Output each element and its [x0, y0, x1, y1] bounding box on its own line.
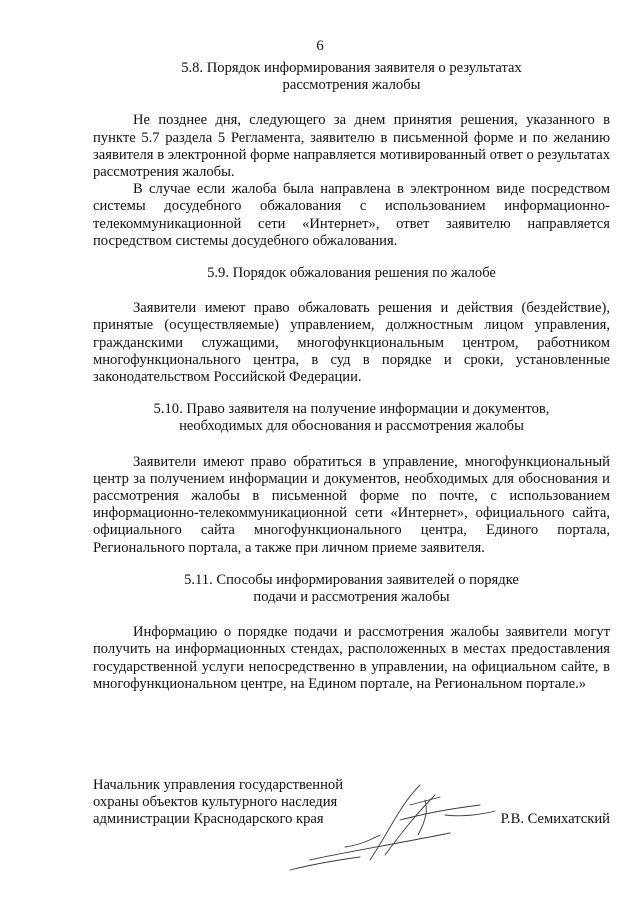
section-5-9 — [93, 265, 610, 386]
section-heading — [93, 265, 610, 282]
paragraph: Заявители имеют право обжаловать решения и действия (бездействие), принятые (осуществляемые) управлением, должностным лицом управления, гражданскими служащими, многофункциональным центром, работником многофункционального центра, в суд в порядке и сроки, установленные законодательством Российской Федерации. — [93, 300, 610, 386]
paragraph: Информацию о порядке подачи и рассмотрения жалобы заявители могут получить на информационных стендах, расположенных в местах предоставления государственной услуги непосредственно в управлении, на официальном сайте, в многофункциональном центре, на Едином портале, на Региональном портале.» — [93, 624, 610, 692]
position-line: Начальник управления государственной — [93, 777, 344, 793]
heading-line: подачи и рассмотрения жалобы — [253, 589, 450, 606]
paragraph: Заявители имеют право обратиться в управление, многофункциональный центр за получением информации и документов, необходимых для обоснования и рассмотрения жалобы в письменной форме по почте, с использованием информационно-телекоммуникационной сети «Интернет», официального сайта, официального сайта многофункционального центра, Единого портала, Регионального портала, а также при личном приеме заявителя. — [93, 453, 610, 556]
heading-line: 5.10. Право заявителя на получение информации и документов, — [153, 401, 550, 418]
heading-line: 5.9. Порядок обжалования решения по жалобе — [207, 265, 496, 282]
document-body — [93, 60, 610, 693]
heading-line: 5.11. Способы информирования заявителей о порядке — [184, 571, 519, 588]
heading-line: необходимых для обоснования и рассмотрения жалобы — [179, 418, 524, 435]
heading-line: 5.8. Порядок информирования заявителя о результатах — [181, 60, 522, 76]
page-number: 6 — [316, 38, 324, 54]
handwritten-signature — [250, 775, 500, 875]
paragraph: В случае если жалоба была направлена в электронном виде посредством системы досудебного обжалования с использованием информационно-телекоммуникационной сети «Интернет», ответ заявителю направляется посредством системы досудебного обжалования. — [93, 181, 610, 249]
section-heading — [93, 572, 610, 606]
section-heading — [93, 401, 610, 435]
signatory-name: Р.В. Семихатский — [500, 811, 610, 828]
section-heading — [93, 60, 610, 94]
position-line: охраны объектов культурного наследия — [93, 794, 338, 811]
section-5-10 — [93, 401, 610, 557]
position-line: администрации Краснодарского края — [93, 811, 324, 828]
section-5-8 — [93, 60, 610, 250]
paragraph: Не позднее дня, следующего за днем принятия решения, указанного в пункте 5.7 раздела 5 Регламента, заявителю в письменной форме и по желанию заявителя в электронной форме направляется мотивированный ответ о результатах рассмотрения жалобы. — [93, 112, 610, 181]
heading-line: рассмотрения жалобы — [282, 77, 421, 94]
section-5-11 — [93, 572, 610, 693]
